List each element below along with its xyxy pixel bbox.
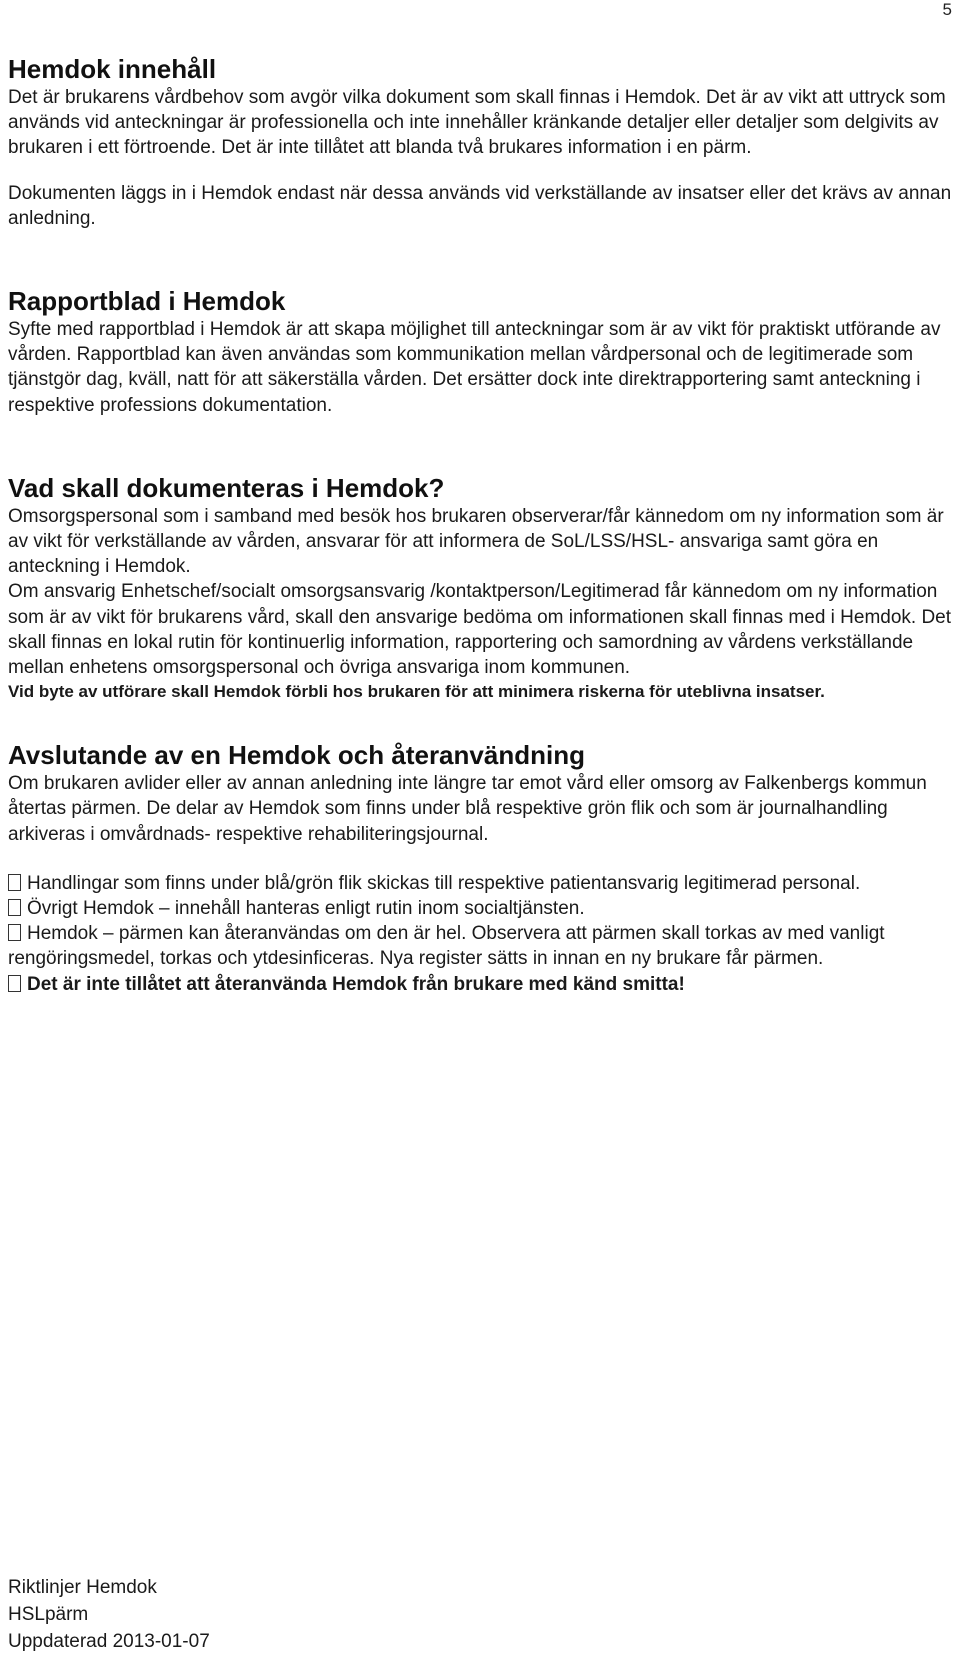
paragraph: Dokumenten läggs in i Hemdok endast när dessa används vid verkställande av insatser eller det krävs av annan anledning. — [8, 182, 952, 229]
section-heading: Avslutande av en Hemdok och återanvändning — [8, 740, 585, 771]
list-item-text: Det är inte tillåtet att återanvända Hemdok från brukare med känd smitta! — [27, 973, 685, 995]
section-rapportblad — [8, 285, 952, 418]
page-footer — [8, 1574, 210, 1655]
list-item-text: Övrigt Hemdok – innehåll hanteras enligt rutin inom socialtjänsten. — [27, 898, 585, 920]
footer-line: Uppdaterad 2013-01-07 — [8, 1631, 210, 1652]
footer-line: Riktlinjer Hemdok — [8, 1577, 157, 1598]
checkbox-glyph-icon — [8, 899, 21, 916]
section-heading: Hemdok innehåll — [8, 54, 217, 84]
paragraph: Omsorgspersonal som i samband med besök hos brukaren observerar/får kännedom om ny information som är av vikt för verkställande av vården, ansvarar för att informera de SoL/LSS/HSL- ansvariga samt göra en anteckning i Hemdok. — [8, 505, 944, 578]
paragraph: Syfte med rapportblad i Hemdok är att skapa möjlighet till anteckningar som är av vikt för praktiskt utförande av vården. Rapportblad kan även användas som kommunikation mellan vårdpersonal och de legitimerade som tjänstgör dag, kväll, natt för att säkerställa vården. Det ersätter dock inte direktrapportering samt anteckning i respektive professions dokumentation. — [8, 319, 941, 416]
page-number: 5 — [942, 0, 952, 19]
footer-line: HSLpärm — [8, 1604, 89, 1625]
list-item — [8, 871, 952, 896]
list-item-text: Hemdok – pärmen kan återanvändas om den är hel. Observera att pärmen skall torkas av med vanligt rengöringsmedel, torkas och ytdesinficeras. Nya register sätts in innan en ny brukare får pärmen. — [8, 923, 885, 970]
checkbox-glyph-icon — [8, 924, 21, 941]
document-body — [8, 53, 952, 997]
section-heading: Vad skall dokumenteras i Hemdok? — [8, 472, 445, 503]
section-vad-dokumenteras — [8, 472, 952, 704]
list-item-warning — [8, 972, 952, 997]
checkbox-glyph-icon — [8, 874, 21, 891]
paragraph: Om brukaren avlider eller av annan anledning inte längre tar emot vård eller omsorg av Falkenbergs kommun återtas pärmen. De delar av Hemdok som finns under blå respektive grön flik och som är journalhandling arkiveras i omvårdnads- respektive rehabiliteringsjournal. — [8, 773, 927, 845]
list-item — [8, 921, 952, 971]
paragraph: Om ansvarig Enhetschef/socialt omsorgsansvarig /kontaktperson/Legitimerad får kännedom om ny information som är av vikt för brukarens vård, skall den ansvarige bedöma om informationen skall finnas med i Hemdok. Det skall finnas en lokal rutin för kontinuerlig information, rapportering och samordning av vårdens verkställande mellan enhetens omsorgspersonal och övriga ansvariga inom kommunen. — [8, 581, 952, 679]
checkbox-glyph-icon — [8, 975, 21, 992]
section-heading: Rapportblad i Hemdok — [8, 286, 286, 317]
bold-note: Vid byte av utförare skall Hemdok förbli hos brukaren för att minimera riskerna för uteblivna insatser. — [8, 682, 825, 702]
section-hemdok-innehall — [8, 53, 952, 231]
list-item-text: Handlingar som finns under blå/grön flik skickas till respektive patientansvarig legitimerad personal. — [27, 872, 861, 894]
section-avslutande — [8, 739, 952, 997]
paragraph: Det är brukarens vårdbehov som avgör vilka dokument som skall finnas i Hemdok. Det är av vikt att uttryck som används vid anteckningar är professionella och inte innehåller kränkande detaljer eller detaljer som delgivits av brukaren i ett förtroende. Det är inte tillåtet att blanda två brukares information i en pärm. — [8, 87, 946, 159]
list-item — [8, 896, 952, 921]
